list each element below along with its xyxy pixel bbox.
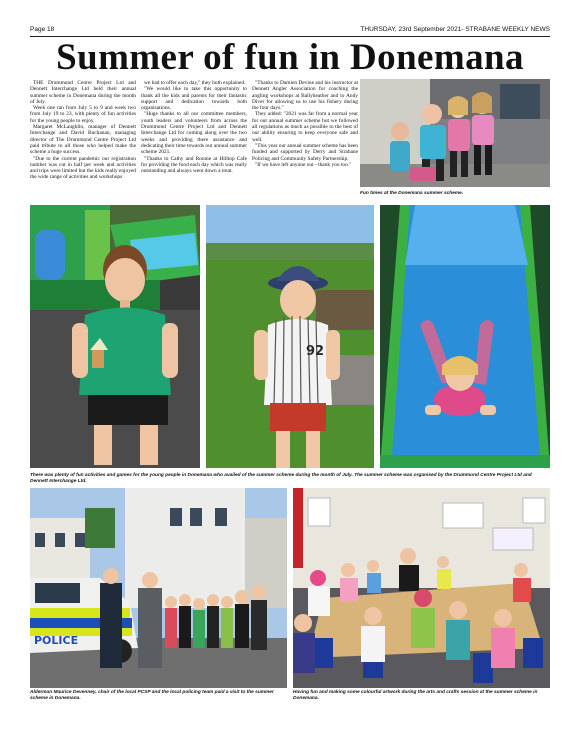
article-paragraph: "Thanks to Damien Devine and his instructor at Dennett Angler Association for coaching the angling workshops at Ballyheather and to Andy Diver for allowing us to use his fishery during the four days." bbox=[252, 80, 358, 112]
photo-fun-times bbox=[360, 79, 550, 187]
article-paragraph: we had to offer each day," they both explained. bbox=[144, 80, 246, 86]
article-paragraph: They added: "2021 was far from a normal year for our annual summer scheme but we followed all regulations as much as possible to the best of our ability ensuring to keep everyone safe and well. bbox=[252, 111, 358, 143]
photo-police-visit bbox=[30, 488, 287, 688]
article-paragraph: "If we have left anyone out - thank you too." bbox=[255, 161, 352, 168]
dateline: THURSDAY, 23rd September 2021- STRABANE WEEKLY NEWS bbox=[360, 26, 550, 33]
article-paragraph: Margaret McLaughlin, manager of Dennett Interchange and David Buchanan, managing director of The Drummond Centre Project Ltd paid tribute to all those who helped make the scheme a huge success. bbox=[30, 124, 136, 156]
article-paragraph: "We would like to take this opportunity to thank all the kids and parents for their fantastic support and dedication towards both organisations. bbox=[141, 86, 247, 112]
article-column-1 bbox=[30, 80, 136, 181]
article-paragraph: "Huge thanks to all our committee members, youth leaders and volunteers from across the Drummond Centre Project Ltd and Dennett Interchange Ltd for coming along over the two weeks and providing there assistance and dedicating their time towards our annual summer scheme 2021. bbox=[141, 111, 247, 156]
caption-top-right: Fun times at the Donemana summer scheme. bbox=[360, 191, 464, 196]
photo-boy-baseball bbox=[206, 205, 374, 468]
caption-bottom-left: Alderman Maurice Devenney, chair of the local PCSP and the local policing team paid a visit to the summer scheme in Donemana. bbox=[30, 690, 274, 701]
page-header bbox=[30, 26, 550, 36]
article-paragraph: "This year our annual summer scheme has been funded and supported by Derry and Strabane Policing and Community Safety Partnership. bbox=[252, 142, 358, 162]
photo-arts-crafts bbox=[293, 488, 550, 688]
police-livery-text: POLICE bbox=[34, 634, 79, 647]
article-paragraph: "Thanks to Cathy and Ronnie at Hilltop Cafe for providing the food each day which was really outstanding and always went down a treat. bbox=[141, 155, 247, 175]
shirt-number: 92 bbox=[306, 344, 325, 359]
headline: Summer of fun in Donemana bbox=[56, 37, 524, 78]
article-column-2 bbox=[141, 80, 247, 174]
photo-girl-slide bbox=[380, 205, 550, 468]
page-number: Page 18 bbox=[30, 26, 55, 33]
article-paragraph: "Due to the current pandemic our registration number was cut in half per week and activities and trips were limited but the kids really enjoyed the wide range of activities and workshops bbox=[30, 155, 136, 181]
caption-bottom-right: Having fun and making some colourful artwork during the arts and crafts session at the summer scheme in Donemana. bbox=[293, 690, 538, 701]
article-column-3 bbox=[252, 80, 358, 168]
photo-boy-ice-cream bbox=[30, 205, 200, 468]
caption-middle: There was plenty of fun activities and games for the young people in Donemana who availed of the summer scheme during the month of July. The summer scheme was organised by the Drummond Centre Project Ltd and Dennett Interchange Ltd. bbox=[30, 473, 532, 484]
article-paragraph: Week one ran from July 5 to 9 and week two from July 19 to 23, with plenty of fun activities for the young people to enjoy. bbox=[30, 105, 136, 124]
article-paragraph: THE Drummond Centre Project Ltd and Dennett Interchange Ltd held their annual summer scheme in Donemana during the month of July. bbox=[30, 80, 136, 105]
